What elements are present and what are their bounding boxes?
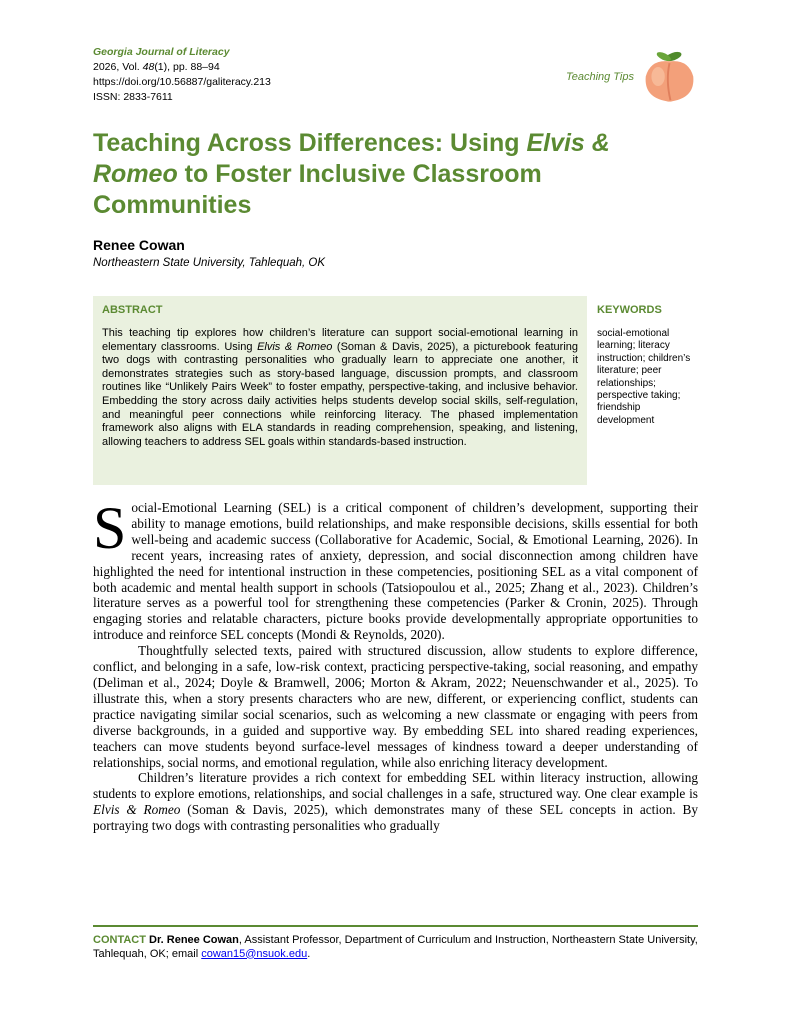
doi-link[interactable]: https://doi.org/10.56887/galiteracy.213 (93, 76, 271, 88)
contact-end: . (307, 947, 311, 960)
contact-email-link[interactable]: cowan15@nsuok.edu (201, 947, 308, 960)
abstract-text (102, 327, 578, 449)
abstract-text-b: (Soman & Davis, 2025), a picturebook featuring two dogs with contrasting personalities who gradually learn to appreciate one another, it demonstrates strategies such as story-based language, discussion prompts, and classroom routines like “Unlikely Pairs Week” to foster empathy, perspective-taking, and inclusive behavior. Embedding the story across daily activities helps students develop social skills, self-regulation, and meaningful peer connections while reinforcing literacy. The phased implementation framework also aligns with ELA standards in reading comprehension, speaking, and listening, allowing teachers to address SEL goals within standards-based instruction. (102, 340, 578, 448)
paragraph-3-text-a: Children’s literature provides a rich context for embedding SEL within literacy instruction, allowing students to explore emotions, relationships, and social challenges in a safe, structured way. One clear example is (93, 770, 698, 802)
journal-header (93, 45, 271, 105)
abstract-box (93, 296, 587, 485)
title-book: Elvis & Romeo (93, 129, 610, 188)
author-name: Renee Cowan (93, 237, 185, 253)
paragraph-1-text: ocial-Emotional Learning (SEL) is a critical component of children’s development, supporting their ability to manage emotions, build relationships, and make responsible decisions, skills essential for both well-being and academic success (Collaborative for Academic, Social, & Emotional Learning, 2026). In recent years, increasing rates of anxiety, depression, and social disconnection among children have highlighted the need for intentional instruction in these competencies, positioning SEL as a vital component of both academic and mental health support in schools (Tatsiopoulou et al., 2025; Zhang et al., 2023). Children’s literature serves as a powerful tool for strengthening these competencies (Parker & Cronin, 2025). Through engaging stories and relatable characters, picture books provide developmentally appropriate opportunities to introduce and reinforce SEL concepts (Mondi & Reynolds, 2020). (93, 500, 698, 643)
paragraph-3 (93, 770, 698, 834)
keywords-box (597, 304, 697, 427)
contact-footer (93, 934, 698, 961)
citation-prefix: 2026, Vol. (93, 61, 143, 73)
paragraph-2: Thoughtfully selected texts, paired with structured discussion, allow students to explore difference, conflict, and belonging in a safe, low-risk context, practicing perspective-taking, social reasoning, and empathy (Deliman et al., 2024; Doyle & Bramwell, 2006; Morton & Akram, 2022; Neuenschwander et al., 2025). To illustrate this, when a story presents characters who are new, different, or experiencing conflict, students can practice navigating similar social scenarios, such as welcoming a new classmate or engaging with peers from diverse backgrounds, in a guided and supportive way. By embedding SEL into shared reading experiences, teachers can move students beyond surface-level messages of kindness toward a deeper understanding of relationships, social norms, and emotional regulation, while also enriching literacy development. (93, 643, 698, 770)
paragraph-3-book: Elvis & Romeo (93, 802, 181, 818)
volume: 48 (142, 61, 155, 73)
section-label: Teaching Tips (566, 71, 634, 83)
citation-suffix: (1), pp. 88–94 (154, 61, 220, 73)
issn: ISSN: 2833-7611 (93, 91, 173, 103)
contact-label: CONTACT (93, 934, 146, 946)
journal-name: Georgia Journal of Literacy (93, 46, 230, 58)
body-text (93, 495, 698, 834)
paragraph-3-text-b: (Soman & Davis, 2025), which demonstrates many of these SEL concepts in action. By portraying two dogs with contrasting personalities who gradually (93, 802, 698, 834)
title-part2: to Foster Inclusive Classroom Communities (93, 160, 542, 219)
abstract-text-a: This teaching tip explores how children’s literature can support social-emotional learning in elementary classrooms. Using (102, 327, 578, 353)
paragraph-1 (93, 495, 698, 643)
contact-divider (93, 925, 698, 927)
contact-name: Dr. Renee Cowan (149, 934, 239, 946)
article-title (93, 128, 693, 221)
citation (93, 60, 271, 75)
peach-icon (641, 48, 698, 105)
drop-cap: S (93, 495, 127, 561)
title-part1: Teaching Across Differences: Using (93, 129, 527, 157)
abstract-book: Elvis & Romeo (257, 340, 333, 353)
keywords-heading: KEYWORDS (597, 304, 662, 316)
keywords-text: social-emotional learning; literacy instruction; children’s literature; peer relationships; perspective taking; friendship development (597, 328, 691, 426)
contact-details: , Assistant Professor, Department of Curriculum and Instruction, Northeastern State University, Tahlequah, OK; email (93, 934, 698, 960)
abstract-heading: ABSTRACT (102, 304, 163, 316)
author-affiliation: Northeastern State University, Tahlequah, OK (93, 257, 326, 269)
